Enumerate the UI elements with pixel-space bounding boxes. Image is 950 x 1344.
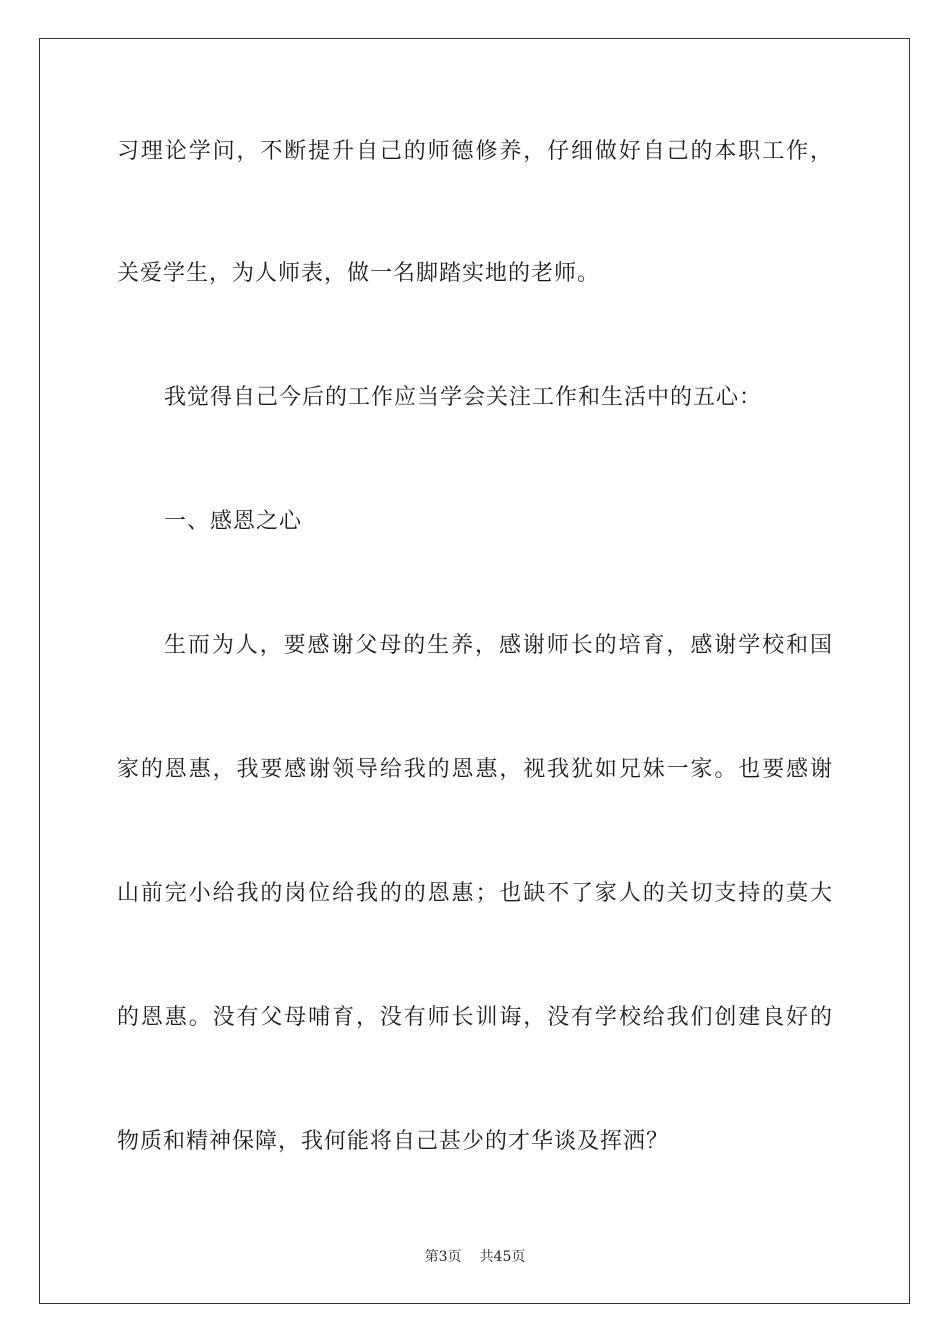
page-border (39, 38, 910, 1304)
paragraph-line: 的恩惠。没有父母哺育，没有师长训诲，没有学校给我们创建良好的 (117, 1005, 833, 1030)
paragraph-line: 习理论学问，不断提升自己的师德修养，仔细做好自己的本职工作， (117, 139, 833, 164)
paragraph-line: 山前完小给我的岗位给我的的恩惠；也缺不了家人的关切支持的莫大 (117, 881, 833, 906)
paragraph-line: 我觉得自己今后的工作应当学会关注工作和生活中的五心： (164, 385, 763, 410)
page-total: 共45页 (479, 1249, 526, 1265)
page-number: 第3页 (424, 1249, 462, 1265)
paragraph-line: 关爱学生，为人师表，做一名脚踏实地的老师。 (117, 261, 601, 286)
paragraph-line: 物质和精神保障，我何能将自己甚少的才华谈及挥洒？ (117, 1129, 670, 1154)
section-heading: 一、感恩之心 (164, 509, 303, 534)
page-footer (0, 1247, 950, 1267)
paragraph-line: 家的恩惠，我要感谢领导给我的恩惠，视我犹如兄妹一家。也要感谢 (117, 757, 833, 782)
paragraph-line: 生而为人，要感谢父母的生养，感谢师长的培育，感谢学校和国 (164, 633, 833, 658)
